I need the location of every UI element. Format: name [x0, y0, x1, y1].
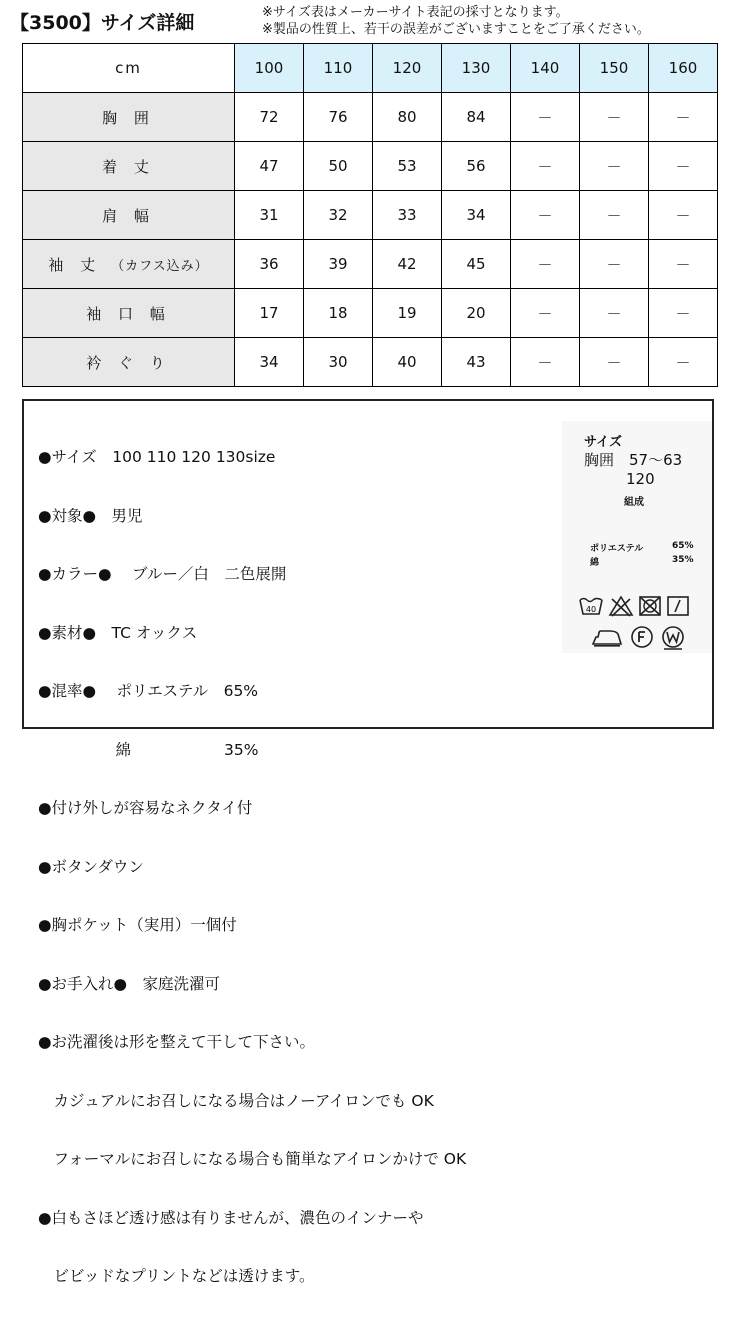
row-label-sleeve: 袖 丈 （カフス込み） [23, 240, 235, 289]
table-cell: 18 [304, 289, 373, 338]
size-notes [262, 4, 650, 38]
info-line: 綿 35% [38, 740, 259, 759]
table-cell: － [649, 240, 718, 289]
table-cell: 33 [373, 191, 442, 240]
care-label-chest: 胸囲 57～63 [584, 451, 683, 469]
table-cell: 47 [235, 142, 304, 191]
size-header-row [23, 44, 718, 93]
care-label-fiber: ポリエステル [590, 544, 644, 554]
table-cell: 53 [373, 142, 442, 191]
table-cell: 43 [442, 338, 511, 387]
info-line: ●サイズ 100 110 120 130size [38, 448, 276, 466]
care-label [562, 421, 712, 653]
table-row [23, 93, 718, 142]
table-cell: － [649, 338, 718, 387]
table-cell: 39 [304, 240, 373, 289]
table-cell: － [580, 191, 649, 240]
table-cell: － [580, 240, 649, 289]
table-cell: 30 [304, 338, 373, 387]
dry-clean-f-icon [630, 625, 654, 649]
size-header-cell: 100 [235, 44, 304, 93]
info-line: ●混率● ポリエステル 65% [38, 682, 259, 700]
info-line: ●白もさほど透け感は有りませんが、濃色のインナーや [38, 1208, 424, 1227]
note-line: ※サイズ表はメーカーサイト表記の採寸となります。 [262, 5, 569, 20]
table-cell: － [580, 289, 649, 338]
row-label-length: 着 丈 [23, 142, 235, 191]
table-cell: － [580, 338, 649, 387]
info-line: フォーマルにお召しになる場合も簡単なアイロンかけで OK [38, 1150, 467, 1168]
line-dry-icon [666, 595, 690, 617]
info-line: ●カラー● ブルー／白 二色展開 [38, 565, 287, 583]
info-line: ●お洗濯後は形を整えて干して下さい。 [38, 1033, 316, 1051]
info-line: ●ボタンダウン [38, 857, 144, 876]
size-header-cell: 130 [442, 44, 511, 93]
table-cell: 80 [373, 93, 442, 142]
product-info-box [22, 399, 714, 1285]
table-cell: 32 [304, 191, 373, 240]
table-row [23, 240, 718, 289]
table-cell: － [511, 338, 580, 387]
row-label-shoulder: 肩 幅 [23, 191, 235, 240]
row-sublabel: （カフス込み） [111, 258, 209, 274]
note-line: ※製品の性質上、若干の誤差がございますことをご了承ください。 [262, 22, 650, 37]
care-label-percent: 65% [672, 541, 694, 551]
table-cell: － [580, 142, 649, 191]
table-cell: － [649, 289, 718, 338]
size-header-cell: 110 [304, 44, 373, 93]
table-cell: 31 [235, 191, 304, 240]
info-line: ●付け外しが容易なネクタイ付 [38, 799, 253, 817]
product-info-lines [38, 409, 466, 1326]
table-cell: 84 [442, 93, 511, 142]
table-cell: － [649, 142, 718, 191]
size-header-cell: 150 [580, 44, 649, 93]
table-cell: － [649, 93, 718, 142]
table-cell: 19 [373, 289, 442, 338]
table-cell: 72 [235, 93, 304, 142]
table-cell: 56 [442, 142, 511, 191]
table-row [23, 289, 718, 338]
table-cell: － [649, 191, 718, 240]
table-cell: － [511, 191, 580, 240]
table-cell: 34 [235, 338, 304, 387]
care-label-percent: 35% [672, 555, 694, 565]
size-table [22, 43, 718, 387]
table-row [23, 338, 718, 387]
table-cell: 34 [442, 191, 511, 240]
size-header-cell: 140 [511, 44, 580, 93]
row-label-cuff: 袖 口 幅 [23, 289, 235, 338]
unit-label: cm [23, 44, 235, 93]
table-cell: － [511, 289, 580, 338]
care-label-size-heading: サイズ [584, 435, 622, 450]
info-line: ●胸ポケット（実用）一個付 [38, 916, 237, 934]
size-header-cell: 160 [649, 44, 718, 93]
info-line: ●対象● 男児 [38, 506, 143, 525]
wash-40-icon [578, 595, 604, 617]
table-cell: 45 [442, 240, 511, 289]
table-cell: 40 [373, 338, 442, 387]
size-header-cell: 120 [373, 44, 442, 93]
table-cell: － [511, 240, 580, 289]
table-cell: 42 [373, 240, 442, 289]
info-line: ●素材● TC オックス [38, 623, 198, 642]
page-title: 【3500】サイズ詳細 [10, 12, 195, 34]
care-label-size-number: 120 [626, 470, 655, 488]
row-label-chest: 胸 囲 [23, 93, 235, 142]
wash-temp-label: 40 [585, 605, 597, 614]
table-cell: 76 [304, 93, 373, 142]
info-line: カジュアルにお召しになる場合はノーアイロンでも OK [38, 1091, 434, 1110]
care-label-composition-heading: 組成 [624, 497, 644, 508]
info-line: ●お手入れ● 家庭洗濯可 [38, 974, 221, 993]
table-row [23, 142, 718, 191]
table-cell: 17 [235, 289, 304, 338]
row-label-neck: 衿 ぐ り [23, 338, 235, 387]
table-row [23, 191, 718, 240]
table-cell: 20 [442, 289, 511, 338]
table-cell: 50 [304, 142, 373, 191]
no-bleach-icon [608, 595, 634, 617]
table-cell: － [511, 93, 580, 142]
iron-icon [590, 627, 624, 647]
table-cell: － [511, 142, 580, 191]
no-tumble-dry-icon [638, 595, 662, 617]
table-cell: 36 [235, 240, 304, 289]
table-cell: － [580, 93, 649, 142]
care-label-fiber: 綿 [590, 558, 600, 568]
wet-clean-w-icon [660, 625, 686, 651]
info-line: ビビッドなプリントなどは透けます。 [38, 1267, 315, 1285]
